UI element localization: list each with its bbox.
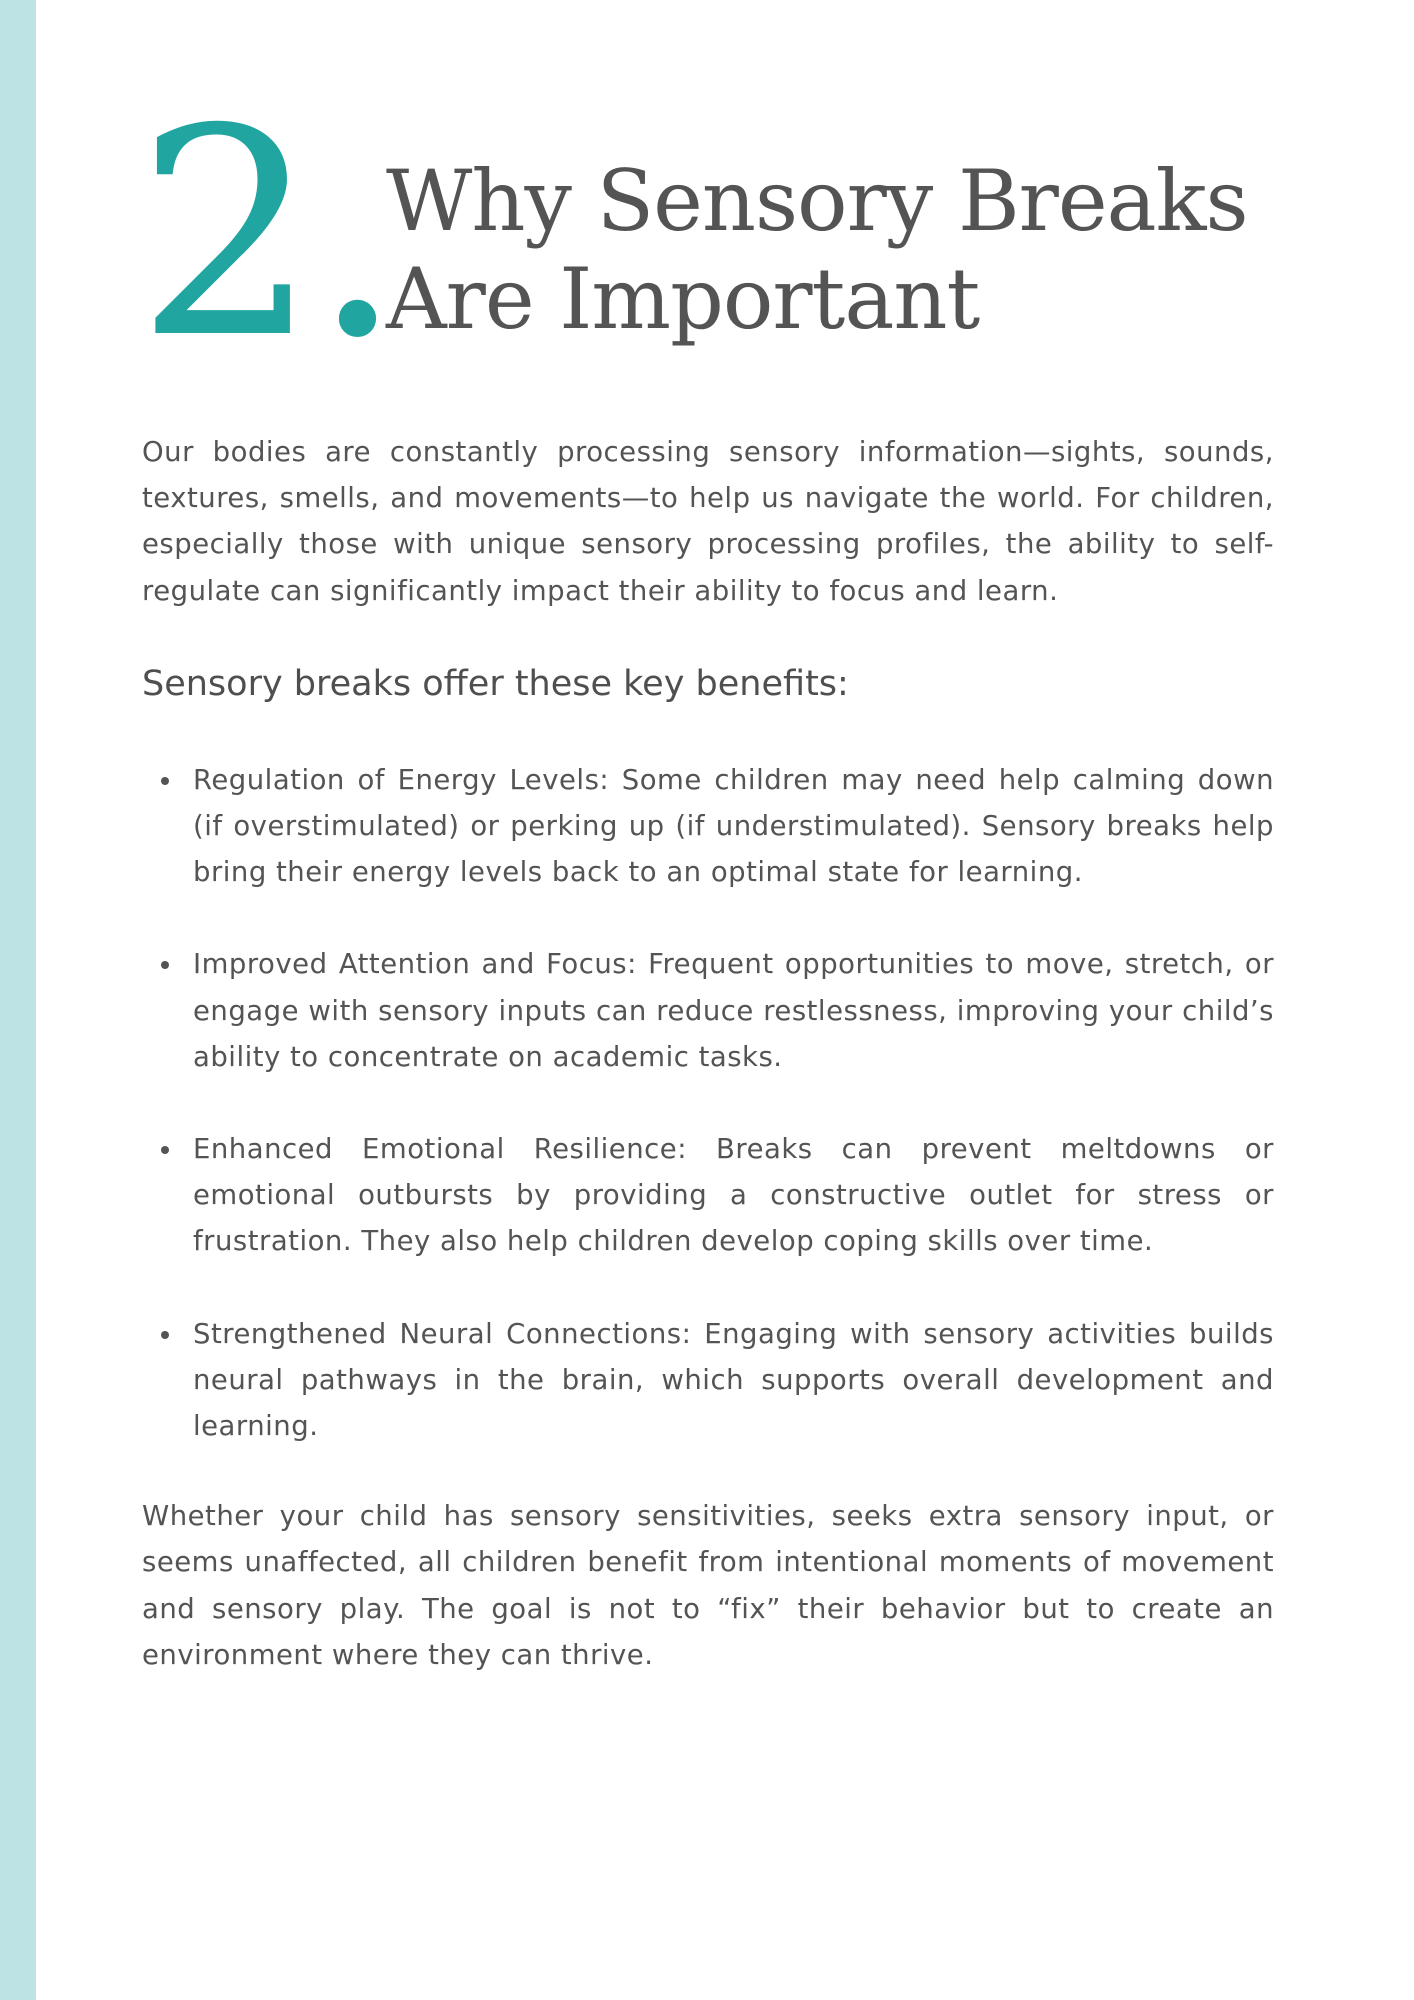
benefits-list [142, 757, 1274, 1449]
main-content [142, 429, 1274, 1678]
chapter-number: 2. [136, 69, 397, 401]
benefit-item [142, 1311, 1274, 1450]
benefit-text: Enhanced Emotional Resilience: Breaks can prevent meltdowns or emotional outbursts by providing a constructive outlet for stress or frustration. They also help children develop coping skills over time. [193, 1133, 1274, 1258]
benefits-heading: Sensory breaks offer these key benefits: [142, 663, 849, 704]
bullet-icon [161, 777, 169, 785]
bullet-icon [161, 1146, 169, 1154]
benefit-text: Strengthened Neural Connections: Engaging with sensory activities builds neural pathways in the brain, which supports overall development and learning. [193, 1317, 1274, 1443]
benefit-text: Regulation of Energy Levels: Some children may need help calming down (if overstimulated) or perking up (if understimulated). Sensory breaks help bring their energy levels back to an optimal state for learning. [193, 763, 1274, 889]
benefit-text: Improved Attention and Focus: Frequent opportunities to move, stretch, or engage with sensory inputs can reduce restlessness, improving your child’s ability to concentrate on academic tasks. [193, 948, 1274, 1073]
intro-paragraph: Our bodies are constantly processing sensory information—sights, sounds, textures, smells, and movements—to help us navigate the world. For children, especially those with unique sensory processing profiles, the ability to self-regulate can significantly impact their ability to focus and learn. [142, 436, 1274, 607]
closing-paragraph: Whether your child has sensory sensitivities, seeks extra sensory input, or seems unaffected, all children benefit from intentional moments of movement and sensory play. The goal is not to “fix” their behavior but to create an environment where they can thrive. [142, 1500, 1274, 1671]
benefit-item [142, 941, 1274, 1080]
side-accent-band [0, 0, 36, 2000]
benefit-item [142, 757, 1274, 896]
benefit-item [142, 1126, 1274, 1265]
bullet-icon [161, 1331, 169, 1339]
chapter-title: Why Sensory Breaks Are Important [386, 152, 1248, 348]
bullet-icon [161, 961, 169, 969]
